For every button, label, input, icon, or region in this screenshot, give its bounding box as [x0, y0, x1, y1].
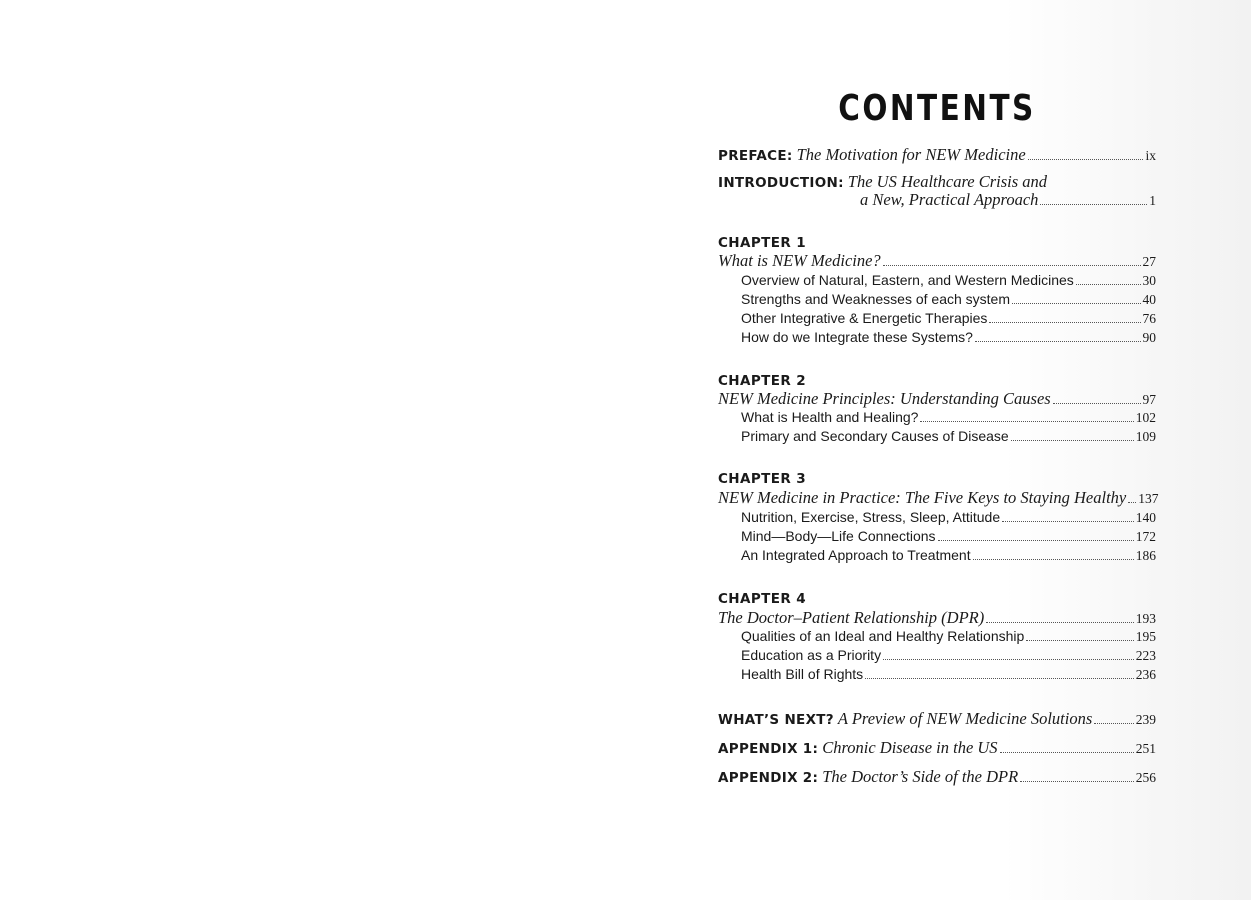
entry-title: The Doctor–Patient Relationship (DPR) — [718, 608, 985, 627]
dot-leader — [1012, 303, 1141, 304]
page-number: 251 — [1135, 741, 1156, 756]
toc-subentry[interactable] — [741, 291, 1156, 308]
dot-leader — [1002, 521, 1134, 522]
dot-leader — [1028, 159, 1144, 160]
toc-subentry[interactable] — [741, 329, 1156, 346]
toc-subentry[interactable] — [741, 628, 1156, 645]
right-page — [700, 0, 1251, 900]
page-number: 140 — [1135, 510, 1156, 525]
toc-entry-chapter-4[interactable] — [718, 608, 1156, 628]
entry-title: NEW Medicine in Practice: The Five Keys to Staying Healthy — [718, 488, 1127, 507]
dot-leader — [1094, 723, 1134, 724]
entry-title: The Doctor’s Side of the DPR — [822, 767, 1019, 786]
dot-leader — [975, 341, 1141, 342]
subentry-title: Education as a Priority — [741, 647, 882, 663]
dot-leader — [1053, 403, 1141, 404]
page-number: 186 — [1135, 548, 1156, 563]
toc-entry-chapter-1[interactable] — [718, 251, 1156, 271]
page-number: 76 — [1142, 311, 1156, 326]
subentry-title: Overview of Natural, Eastern, and Western Medicines — [741, 272, 1074, 288]
dot-leader — [1076, 284, 1141, 285]
entry-title: Chronic Disease in the US — [822, 738, 998, 757]
subentry-title: How do we Integrate these Systems? — [741, 329, 973, 345]
entry-label: PREFACE: — [718, 148, 793, 164]
dot-leader — [1026, 640, 1133, 641]
page-number: 236 — [1135, 667, 1156, 682]
toc-subentry[interactable] — [741, 666, 1156, 683]
toc-subentry[interactable] — [741, 310, 1156, 327]
subentry-title: Other Integrative & Energetic Therapies — [741, 310, 988, 326]
toc-entry-appendix-2[interactable] — [718, 767, 1156, 787]
toc-entry-introduction[interactable] — [718, 172, 1156, 192]
dot-leader — [1128, 502, 1136, 503]
entry-title: The Motivation for NEW Medicine — [796, 145, 1026, 164]
page-number: 40 — [1142, 292, 1156, 307]
page-number: 256 — [1135, 770, 1156, 785]
page-number: 239 — [1135, 712, 1156, 727]
subentry-title: Mind—Body—Life Connections — [741, 528, 936, 544]
subentry-title: Nutrition, Exercise, Stress, Sleep, Attitude — [741, 509, 1001, 525]
entry-label: WHAT’S NEXT? — [718, 712, 834, 728]
dot-leader — [920, 421, 1133, 422]
entry-title: What is NEW Medicine? — [718, 251, 881, 270]
page-number: 90 — [1142, 330, 1156, 345]
entry-label: APPENDIX 2: — [718, 770, 819, 786]
entry-title: NEW Medicine Principles: Understanding Causes — [718, 389, 1051, 408]
chapter-label: CHAPTER 4 — [718, 591, 807, 607]
page-number: 223 — [1135, 648, 1156, 663]
toc-entry-whats-next[interactable] — [718, 709, 1156, 729]
toc-entry-preface[interactable] — [718, 145, 1156, 165]
dot-leader — [989, 322, 1140, 323]
entry-title-line1: The US Healthcare Crisis and — [847, 172, 1048, 191]
subentry-title: An Integrated Approach to Treatment — [741, 547, 971, 563]
toc-entry-appendix-1[interactable] — [718, 738, 1156, 758]
entry-title-line2: a New, Practical Approach — [860, 190, 1039, 209]
entry-label: INTRODUCTION: — [718, 175, 844, 191]
toc-entry-chapter-2[interactable] — [718, 389, 1156, 409]
dot-leader — [986, 622, 1134, 623]
toc-subentry[interactable] — [741, 547, 1156, 564]
subentry-title: Primary and Secondary Causes of Disease — [741, 428, 1009, 444]
page-number: 1 — [1149, 193, 1156, 208]
dot-leader — [865, 678, 1134, 679]
toc-subentry[interactable] — [741, 428, 1156, 445]
subentry-title: What is Health and Healing? — [741, 409, 919, 425]
toc-entry-chapter-3[interactable] — [718, 488, 1159, 508]
toc-subentry[interactable] — [741, 509, 1156, 526]
toc-subentry[interactable] — [741, 272, 1156, 289]
page-number: 30 — [1142, 273, 1156, 288]
chapter-label: CHAPTER 1 — [718, 235, 807, 251]
dot-leader — [1011, 440, 1134, 441]
dot-leader — [973, 559, 1134, 560]
subentry-title: Qualities of an Ideal and Healthy Relationship — [741, 628, 1025, 644]
page-number: 102 — [1135, 410, 1156, 425]
contents-heading: CONTENTS — [838, 88, 1036, 129]
page-number: 97 — [1142, 392, 1156, 407]
page-number: 195 — [1135, 629, 1156, 644]
toc-entry-introduction-line2[interactable] — [860, 190, 1156, 210]
entry-title: A Preview of NEW Medicine Solutions — [837, 709, 1093, 728]
dot-leader — [938, 540, 1134, 541]
subentry-title: Health Bill of Rights — [741, 666, 864, 682]
page-number: 109 — [1135, 429, 1156, 444]
entry-label: APPENDIX 1: — [718, 741, 819, 757]
dot-leader — [883, 265, 1141, 266]
chapter-label: CHAPTER 2 — [718, 373, 807, 389]
page-number: 137 — [1138, 491, 1159, 506]
subentry-title: Strengths and Weaknesses of each system — [741, 291, 1010, 307]
dot-leader — [883, 659, 1134, 660]
toc-subentry[interactable] — [741, 409, 1156, 426]
page-number: 193 — [1135, 611, 1156, 626]
toc-subentry[interactable] — [741, 647, 1156, 664]
toc-subentry[interactable] — [741, 528, 1156, 545]
dot-leader — [1040, 204, 1147, 205]
page-number: ix — [1145, 148, 1156, 163]
dot-leader — [1020, 781, 1134, 782]
chapter-label: CHAPTER 3 — [718, 471, 807, 487]
dot-leader — [1000, 752, 1134, 753]
page-number: 172 — [1135, 529, 1156, 544]
page-number: 27 — [1142, 254, 1156, 269]
